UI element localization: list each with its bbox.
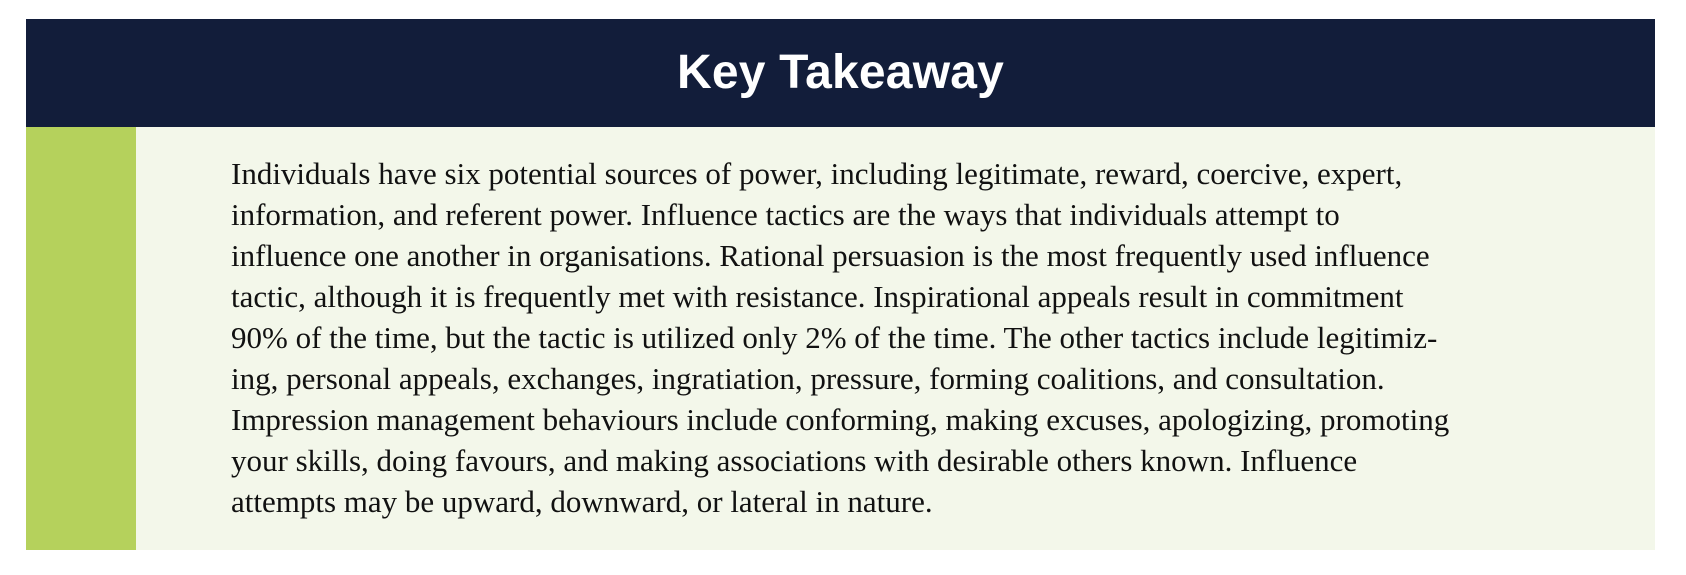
paragraph-line: Individuals have six potential sources of power, including legitimate, reward, coercive, expert, — [231, 156, 1403, 191]
accent-bar — [26, 127, 136, 550]
paragraph-line: ing, personal appeals, exchanges, ingratiation, pressure, forming coalitions, and consultation. — [231, 361, 1385, 396]
takeaway-title: Key Takeaway — [676, 46, 1005, 99]
paragraph-line: tactic, although it is frequently met with resistance. Inspirational appeals result in commitment — [231, 279, 1404, 314]
paragraph-line: Impression management behaviours include conforming, making excuses, apologizing, promoting — [231, 402, 1450, 437]
takeaway-header — [26, 19, 1655, 127]
takeaway-paragraph — [231, 153, 1591, 522]
paragraph-line: influence one another in organisations. Rational persuasion is the most frequently used influence — [231, 238, 1430, 273]
key-takeaway-box — [26, 19, 1655, 550]
paragraph-line: 90% of the time, but the tactic is utilized only 2% of the time. The other tactics include legitimiz- — [231, 320, 1438, 355]
paragraph-line: attempts may be upward, downward, or lateral in nature. — [231, 484, 933, 519]
paragraph-line: information, and referent power. Influence tactics are the ways that individuals attempt to — [231, 197, 1340, 232]
takeaway-body — [26, 127, 1655, 550]
paragraph-line: your skills, doing favours, and making associations with desirable others known. Influence — [231, 443, 1358, 478]
